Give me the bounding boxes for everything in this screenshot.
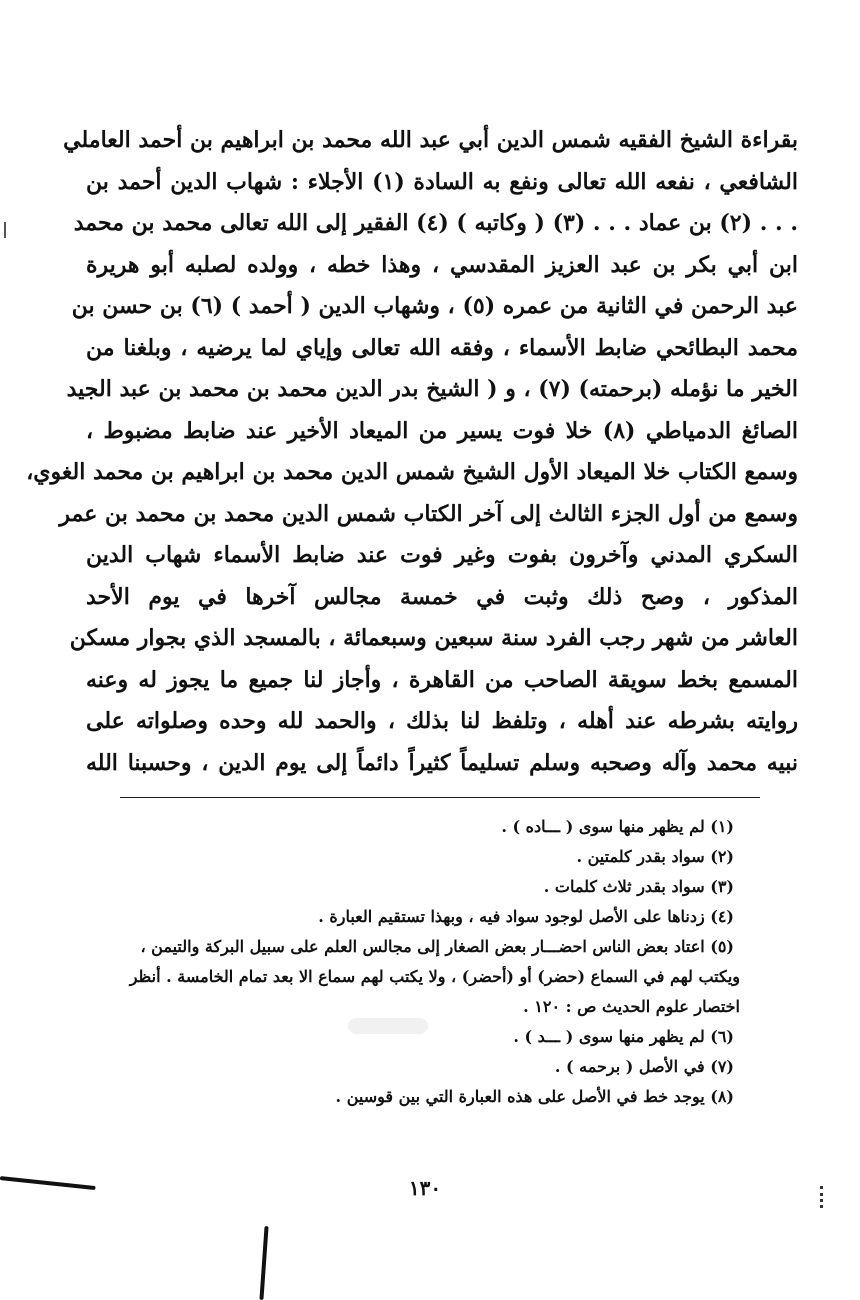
text-line: محمد البطائحي ضابط الأسماء ، وفقه الله تعالى وإياي لما يرضيه ، وبلغنا من [86,334,798,361]
scan-smudge [348,1018,428,1034]
text-line: وسمع من أول الجزء الثالث إلى آخر الكتاب شمس الدين محمد بن محمد بن عمر [59,500,798,527]
text-line: نبيه محمد وآله وصحبه وسلم تسليماً كثيراً دائماً إلى يوم الدين ، وحسبنا الله [86,749,798,776]
page-number: ١٣٠ [408,1176,442,1200]
footnote: (٨) يوجد خط في الأصل على هذه العبارة التي بين قوسين . [335,1087,734,1106]
text-line: بقراءة الشيخ الفقيه شمس الدين أبي عبد الله محمد بن ابراهيم بن أحمد العاملي [63,127,798,153]
text-line: المذكور ، وصح ذلك وثبت في خمسة مجالس آخرها في يوم الأحد [86,583,798,610]
scan-stroke-mark [259,1226,268,1300]
footnote-continuation: اختصار علوم الحديث ص : ١٢٠ . [523,997,740,1016]
footnote: (٧) في الأصل ( برحمه ) . [554,1057,734,1076]
text-line: . . . (٢) بن عماد . . . (٣) ( وكاتبه ) (٤) الفقير إلى الله تعالى محمد بن محمد [73,210,798,236]
footnote: (٦) لم يظهر منها سوى ( ـــد ) . [513,1027,734,1046]
scan-speck [4,222,6,238]
text-line: الصائغ الدمياطي (٨) خلا فوت يسير من الميعاد الأخير عند ضابط مضبوط ، [86,417,798,444]
footnotes-block [94,812,740,1112]
text-line: العاشر من شهر رجب الفرد سنة سبعين وسبعمائة ، بالمسجد الذي بجوار مسكن [69,625,798,651]
footnote-continuation: ويكتب لهم في السماع (حضر) أو (أحضر) ، ولا يكتب لهم سماع الا بعد تمام الخامسة . أنظر [129,967,740,986]
text-line: روايته بشرطه عند أهله ، وتلفظ لنا بذلك ، والحمد لله وحده وصلواته على [86,708,798,734]
footnote: (٤) زدناها على الأصل لوجود سواد فيه ، وبهذا تستقيم العبارة . [318,907,734,926]
text-line: السكري المدني وآخرون بفوت وغير فوت عند ضابط الأسماء شهاب الدين [86,542,798,568]
text-line: وسمع الكتاب خلا الميعاد الأول الشيخ شمس الدين محمد بن ابراهيم بن محمد الغوي، [26,459,798,485]
footnote: (٣) سواد بقدر ثلاث كلمات . [543,877,734,896]
text-line: عبد الرحمن في الثانية من عمره (٥) ، وشهاب الدين ( أحمد ) (٦) بن حسن بن [71,293,798,319]
scan-edge-mark [0,1176,96,1190]
footnote-divider [120,797,760,798]
footnote: (٥) اعتاد بعض الناس احضـــار بعض الصغار إلى مجالس العلم على سبيل البركة والتيمن ، [140,937,734,956]
text-line: الخير ما نؤمله (برحمته) (٧) ، و ( الشيخ بدر الدين محمد بن محمد بن عبد الجيد [66,376,798,402]
scan-dots-mark [820,1186,826,1208]
text-line: المسمع بخط سويقة الصاحب من القاهرة ، وأجاز لنا جميع ما يجوز له وعنه [86,666,798,693]
text-line: ابن أبي بكر بن عبد العزيز المقدسي ، وهذا خطه ، وولده لصلبه أبو هريرة [86,251,798,278]
main-text-block [26,120,798,784]
footnote: (١) لم يظهر منها سوى ( ـــاده ) . [501,817,734,836]
footnote: (٢) سواد بقدر كلمتين . [576,847,734,866]
text-line: الشافعي ، نفعه الله تعالى ونفع به السادة (١) الأجلاء : شهاب الدين أحمد بن [86,168,798,195]
